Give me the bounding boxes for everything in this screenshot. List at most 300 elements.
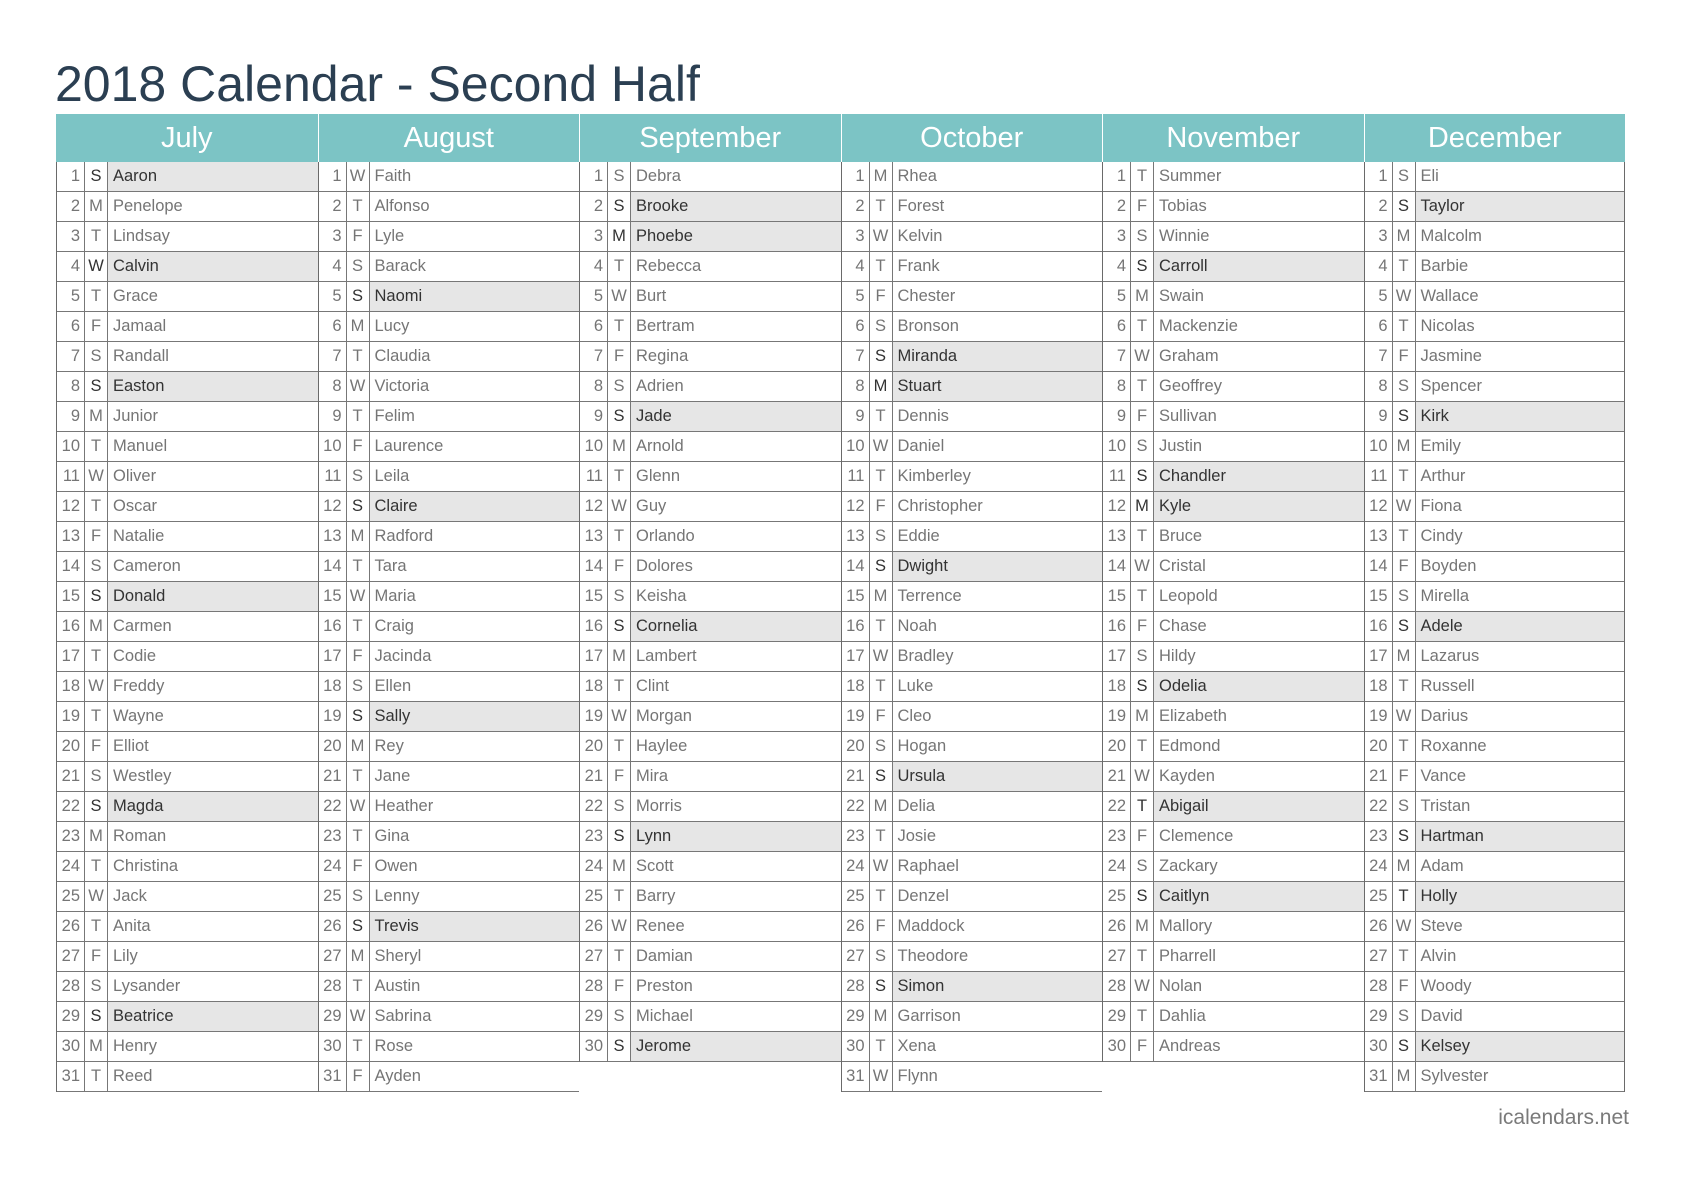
day-number: 22 (842, 792, 870, 821)
day-row (319, 882, 580, 912)
weekday-letter: S (1393, 1002, 1416, 1031)
day-row (842, 912, 1103, 942)
name-day: Elliot (113, 737, 149, 755)
day-number: 21 (580, 762, 608, 791)
weekday-letter: M (1393, 852, 1416, 881)
day-row (319, 1032, 580, 1062)
day-number: 19 (842, 702, 870, 731)
weekday-letter: W (608, 702, 631, 731)
weekday-letter: T (1393, 522, 1416, 551)
name-day: Sheryl (374, 947, 422, 965)
day-row (319, 642, 580, 672)
weekday-letter: T (347, 552, 370, 581)
weekday-letter: T (1131, 522, 1154, 551)
name-day: Kirk (1416, 402, 1625, 431)
weekday-letter: F (347, 432, 370, 461)
day-row (842, 972, 1103, 1002)
weekday-letter: T (870, 252, 893, 281)
weekday-letter: S (608, 162, 631, 191)
day-number: 24 (57, 852, 85, 881)
weekday-letter: S (870, 732, 893, 761)
name-day: Dwight (893, 552, 1103, 581)
day-number: 25 (1103, 882, 1131, 911)
weekday-letter: T (870, 882, 893, 911)
day-number: 20 (842, 732, 870, 761)
name-day: Rey (374, 737, 404, 755)
name-day: Darius (1420, 707, 1469, 725)
weekday-letter: S (85, 792, 108, 821)
day-row (1103, 882, 1364, 912)
day-row (1365, 432, 1625, 462)
weekday-letter: T (1393, 462, 1416, 491)
name-day: Daniel (897, 437, 945, 455)
month-day-list (1102, 162, 1364, 1062)
day-row (57, 162, 318, 192)
day-row (1365, 972, 1625, 1002)
day-number: 23 (842, 822, 870, 851)
name-day: Preston (636, 977, 693, 995)
weekday-letter: F (870, 912, 893, 941)
day-row (580, 882, 841, 912)
weekday-letter: T (347, 1032, 370, 1061)
day-number: 24 (1103, 852, 1131, 881)
weekday-letter: S (1131, 432, 1154, 461)
weekday-letter: W (1131, 972, 1154, 1001)
day-row (580, 822, 841, 852)
name-day: Lysander (113, 977, 181, 995)
weekday-letter: S (870, 552, 893, 581)
name-day: Noah (897, 617, 937, 635)
name-day: Eli (1420, 167, 1439, 185)
day-row (319, 402, 580, 432)
weekday-letter: M (870, 1002, 893, 1031)
day-row (580, 462, 841, 492)
weekday-letter: S (1393, 192, 1416, 221)
weekday-letter: T (85, 492, 108, 521)
weekday-letter: M (85, 402, 108, 431)
day-number: 7 (1103, 342, 1131, 371)
day-number: 12 (319, 492, 347, 521)
day-row (57, 252, 318, 282)
day-number: 4 (57, 252, 85, 281)
weekday-letter: S (608, 1002, 631, 1031)
day-number: 1 (842, 162, 870, 191)
weekday-letter: S (347, 882, 370, 911)
day-number: 14 (1103, 552, 1131, 581)
day-number: 2 (1103, 192, 1131, 221)
weekday-letter: S (1393, 792, 1416, 821)
day-row (1103, 1032, 1364, 1062)
day-row (1365, 402, 1625, 432)
weekday-letter: S (347, 252, 370, 281)
name-day: Arthur (1420, 467, 1466, 485)
name-day: Dennis (897, 407, 949, 425)
name-day: Spencer (1420, 377, 1482, 395)
day-row (319, 342, 580, 372)
weekday-letter: M (85, 192, 108, 221)
day-row (57, 1002, 318, 1032)
month-header: August (318, 114, 580, 162)
weekday-letter: W (347, 162, 370, 191)
day-number: 21 (319, 762, 347, 791)
day-number: 30 (1365, 1032, 1393, 1061)
name-day: Reed (113, 1067, 153, 1085)
weekday-letter: S (1393, 612, 1416, 641)
name-day: Henry (113, 1037, 158, 1055)
weekday-letter: T (347, 342, 370, 371)
weekday-letter: S (1131, 642, 1154, 671)
day-number: 29 (1103, 1002, 1131, 1031)
weekday-letter: T (870, 462, 893, 491)
day-number: 10 (1103, 432, 1131, 461)
day-row (1103, 162, 1364, 192)
day-row (1365, 702, 1625, 732)
day-number: 2 (580, 192, 608, 221)
name-day: Flynn (897, 1067, 938, 1085)
day-number: 26 (842, 912, 870, 941)
day-number: 3 (842, 222, 870, 251)
day-row (319, 222, 580, 252)
day-number: 26 (57, 912, 85, 941)
day-number: 10 (57, 432, 85, 461)
name-day: Lenny (374, 887, 420, 905)
weekday-letter: S (347, 462, 370, 491)
day-row (842, 732, 1103, 762)
day-number: 4 (1365, 252, 1393, 281)
day-number: 22 (57, 792, 85, 821)
weekday-letter: S (870, 762, 893, 791)
name-day: Taylor (1416, 192, 1625, 221)
day-row (319, 972, 580, 1002)
day-number: 28 (57, 972, 85, 1001)
name-day: Rhea (897, 167, 937, 185)
day-number: 9 (580, 402, 608, 431)
name-day: Ellen (374, 677, 412, 695)
day-number: 5 (1365, 282, 1393, 311)
weekday-letter: W (870, 222, 893, 251)
day-row (57, 402, 318, 432)
weekday-letter: T (1131, 162, 1154, 191)
day-row (1103, 1002, 1364, 1032)
weekday-letter: S (1393, 822, 1416, 851)
month-column (841, 114, 1103, 1092)
month-day-list (56, 162, 318, 1092)
weekday-letter: T (870, 192, 893, 221)
weekday-letter: T (347, 972, 370, 1001)
day-number: 20 (319, 732, 347, 761)
day-row (1103, 762, 1364, 792)
day-number: 5 (842, 282, 870, 311)
weekday-letter: M (347, 312, 370, 341)
day-number: 19 (319, 702, 347, 731)
name-day: Hogan (897, 737, 947, 755)
day-number: 21 (1103, 762, 1131, 791)
name-day: Jasmine (1420, 347, 1482, 365)
day-row (842, 192, 1103, 222)
name-day: Dolores (636, 557, 693, 575)
day-row (842, 162, 1103, 192)
name-day: Beatrice (108, 1002, 318, 1031)
day-number: 27 (1365, 942, 1393, 971)
name-day: Graham (1159, 347, 1219, 365)
name-day: Chester (897, 287, 956, 305)
day-row (319, 162, 580, 192)
day-row (1103, 972, 1364, 1002)
weekday-letter: F (870, 492, 893, 521)
month-day-list (318, 162, 580, 1092)
day-row (1103, 312, 1364, 342)
day-number: 6 (319, 312, 347, 341)
weekday-letter: T (870, 1032, 893, 1061)
day-row (580, 762, 841, 792)
day-row (1103, 222, 1364, 252)
month-header: July (56, 114, 318, 162)
day-row (1103, 282, 1364, 312)
name-day: Winnie (1159, 227, 1210, 245)
day-row (1365, 882, 1625, 912)
day-row (319, 762, 580, 792)
weekday-letter: M (870, 792, 893, 821)
month-column (56, 114, 318, 1092)
day-row (57, 942, 318, 972)
day-row (1365, 912, 1625, 942)
name-day: Oliver (113, 467, 157, 485)
name-day: Manuel (113, 437, 168, 455)
day-number: 10 (1365, 432, 1393, 461)
day-row (580, 342, 841, 372)
day-number: 22 (1365, 792, 1393, 821)
name-day: Chase (1159, 617, 1207, 635)
day-number: 21 (1365, 762, 1393, 791)
name-day: Caitlyn (1154, 882, 1364, 911)
day-number: 8 (580, 372, 608, 401)
day-row (1103, 702, 1364, 732)
day-number: 8 (1365, 372, 1393, 401)
name-day: Sally (370, 702, 580, 731)
name-day: Anita (113, 917, 151, 935)
day-number: 28 (1365, 972, 1393, 1001)
weekday-letter: T (870, 822, 893, 851)
weekday-letter: F (608, 972, 631, 1001)
day-number: 15 (57, 582, 85, 611)
name-day: Oscar (113, 497, 158, 515)
day-row (57, 702, 318, 732)
weekday-letter: T (608, 522, 631, 551)
weekday-letter: M (1393, 642, 1416, 671)
name-day: Hildy (1159, 647, 1196, 665)
weekday-letter: S (608, 1032, 631, 1061)
weekday-letter: M (608, 642, 631, 671)
weekday-letter: S (1393, 372, 1416, 401)
weekday-letter: W (870, 1062, 893, 1091)
day-number: 16 (1103, 612, 1131, 641)
day-row (1365, 792, 1625, 822)
name-day: Dahlia (1159, 1007, 1206, 1025)
month-day-list (841, 162, 1103, 1092)
name-day: Freddy (113, 677, 165, 695)
name-day: Heather (374, 797, 434, 815)
day-row (57, 972, 318, 1002)
name-day: Summer (1159, 167, 1222, 185)
name-day: Naomi (370, 282, 580, 311)
name-day: Chandler (1154, 462, 1364, 491)
day-number: 19 (580, 702, 608, 731)
name-day: Codie (113, 647, 157, 665)
weekday-letter: T (1393, 882, 1416, 911)
day-number: 28 (580, 972, 608, 1001)
day-number: 13 (319, 522, 347, 551)
name-day: Tristan (1420, 797, 1471, 815)
day-row (1103, 732, 1364, 762)
day-row (319, 1002, 580, 1032)
weekday-letter: W (1131, 342, 1154, 371)
day-row (1365, 1002, 1625, 1032)
day-number: 1 (57, 162, 85, 191)
day-row (580, 522, 841, 552)
weekday-letter: F (1393, 762, 1416, 791)
weekday-letter: T (1393, 312, 1416, 341)
day-row (57, 642, 318, 672)
name-day: Ayden (374, 1067, 421, 1085)
name-day: Victoria (374, 377, 430, 395)
weekday-letter: W (1393, 282, 1416, 311)
name-day: Mirella (1420, 587, 1470, 605)
day-row (1103, 822, 1364, 852)
day-number: 11 (842, 462, 870, 491)
name-day: Denzel (897, 887, 949, 905)
name-day: Guy (636, 497, 667, 515)
page-title: 2018 Calendar - Second Half (55, 56, 700, 112)
day-number: 14 (1365, 552, 1393, 581)
name-day: Keisha (636, 587, 687, 605)
day-row (1365, 282, 1625, 312)
day-row (57, 522, 318, 552)
day-row (842, 942, 1103, 972)
day-row (319, 252, 580, 282)
weekday-letter: T (1131, 732, 1154, 761)
day-number: 18 (1103, 672, 1131, 701)
day-row (319, 732, 580, 762)
day-number: 9 (1365, 402, 1393, 431)
day-row (57, 822, 318, 852)
day-number: 13 (57, 522, 85, 551)
name-day: Jane (374, 767, 411, 785)
day-number: 28 (1103, 972, 1131, 1001)
day-number: 25 (319, 882, 347, 911)
month-header: November (1102, 114, 1364, 162)
day-number: 12 (57, 492, 85, 521)
name-day: Theodore (897, 947, 969, 965)
day-row (319, 582, 580, 612)
day-number: 2 (57, 192, 85, 221)
name-day: Luke (897, 677, 934, 695)
day-number: 3 (580, 222, 608, 251)
day-row (1103, 192, 1364, 222)
weekday-letter: S (1131, 882, 1154, 911)
weekday-letter: S (608, 792, 631, 821)
weekday-letter: M (85, 1032, 108, 1061)
day-row (842, 702, 1103, 732)
name-day: Mira (636, 767, 669, 785)
name-day: Frank (897, 257, 940, 275)
day-row (57, 582, 318, 612)
name-day: Haylee (636, 737, 688, 755)
name-day: Ursula (893, 762, 1103, 791)
weekday-letter: S (608, 822, 631, 851)
name-day: Rebecca (636, 257, 702, 275)
day-number: 9 (57, 402, 85, 431)
day-row (842, 822, 1103, 852)
name-day: Laurence (374, 437, 444, 455)
day-row (57, 552, 318, 582)
day-number: 30 (319, 1032, 347, 1061)
weekday-letter: M (347, 942, 370, 971)
day-number: 30 (1103, 1032, 1131, 1061)
day-number: 2 (1365, 192, 1393, 221)
day-row (319, 552, 580, 582)
weekday-letter: S (347, 912, 370, 941)
name-day: Sabrina (374, 1007, 432, 1025)
weekday-letter: T (870, 402, 893, 431)
day-row (580, 432, 841, 462)
day-number: 13 (842, 522, 870, 551)
weekday-letter: M (1131, 282, 1154, 311)
day-number: 8 (842, 372, 870, 401)
weekday-letter: S (85, 1002, 108, 1031)
weekday-letter: F (608, 762, 631, 791)
name-day: Natalie (113, 527, 165, 545)
day-row (1365, 612, 1625, 642)
name-day: Abigail (1154, 792, 1364, 821)
day-number: 13 (580, 522, 608, 551)
name-day: Alvin (1420, 947, 1457, 965)
name-day: Calvin (108, 252, 318, 281)
weekday-letter: W (1393, 912, 1416, 941)
day-row (319, 912, 580, 942)
day-row (842, 492, 1103, 522)
name-day: Westley (113, 767, 172, 785)
name-day: Miranda (893, 342, 1103, 371)
day-number: 7 (57, 342, 85, 371)
day-number: 14 (57, 552, 85, 581)
name-day: Hartman (1416, 822, 1625, 851)
weekday-letter: F (347, 852, 370, 881)
name-day: Donald (108, 582, 318, 611)
day-number: 19 (57, 702, 85, 731)
day-number: 29 (57, 1002, 85, 1031)
day-number: 21 (57, 762, 85, 791)
day-number: 27 (842, 942, 870, 971)
weekday-letter: F (1393, 342, 1416, 371)
weekday-letter: S (608, 192, 631, 221)
weekday-letter: W (85, 882, 108, 911)
weekday-letter: W (608, 282, 631, 311)
month-column (318, 114, 580, 1092)
weekday-letter: F (85, 942, 108, 971)
day-number: 18 (57, 672, 85, 701)
month-column (579, 114, 841, 1092)
weekday-letter: S (85, 762, 108, 791)
day-number: 8 (57, 372, 85, 401)
name-day: Felim (374, 407, 415, 425)
name-day: Pharrell (1159, 947, 1216, 965)
day-row (842, 462, 1103, 492)
day-number: 23 (1365, 822, 1393, 851)
name-day: Vance (1420, 767, 1467, 785)
day-row (319, 1062, 580, 1092)
name-day: Randall (113, 347, 169, 365)
weekday-letter: F (870, 702, 893, 731)
